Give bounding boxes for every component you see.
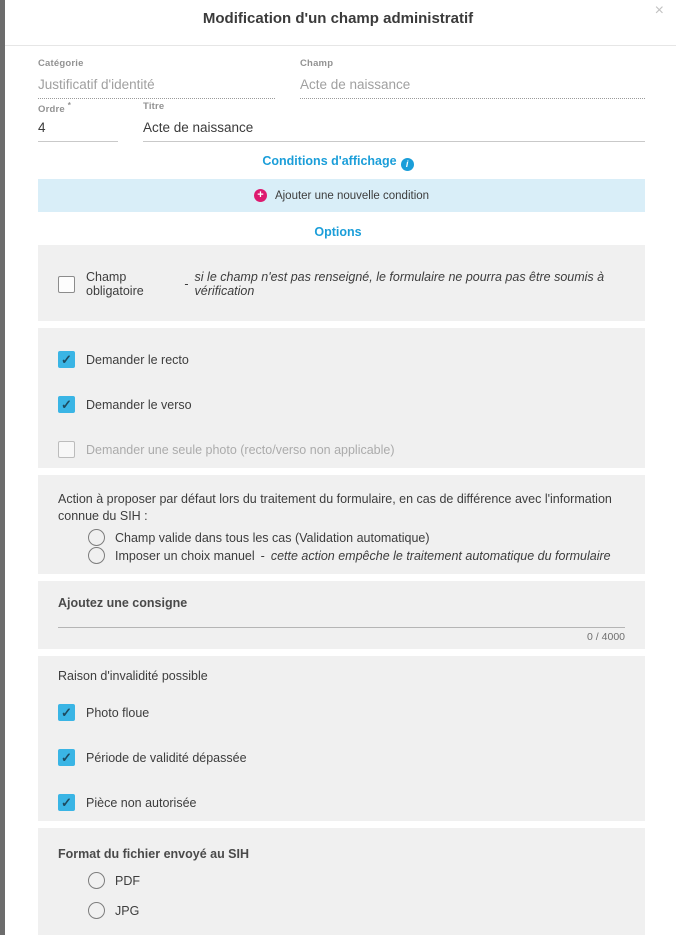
options-sections	[0, 245, 676, 935]
check-icon: ✓	[61, 705, 72, 720]
ordre-label-text: Ordre	[38, 104, 65, 116]
consigne-label: Ajoutez une consigne	[58, 596, 188, 610]
radio-label: PDF	[115, 873, 140, 888]
checkbox-checked[interactable]	[58, 351, 75, 368]
check-icon: ✓	[61, 750, 72, 765]
ordre-label	[38, 101, 118, 116]
checkbox-label: Pièce non autorisée	[86, 795, 197, 810]
checkbox-checked[interactable]	[58, 794, 75, 811]
field-row-1	[38, 58, 645, 99]
char-counter: 0 / 4000	[587, 631, 625, 643]
checkbox-label: Période de validité dépassée	[86, 750, 247, 765]
add-condition-button[interactable]	[38, 179, 645, 212]
radio-label: Imposer un choix manuel	[115, 548, 255, 563]
default-action-intro: Action à proposer par défaut lors du traitement du formulaire, en cas de différence avec l'information connue du SIH :	[58, 492, 612, 523]
radio-label: JPG	[115, 903, 140, 918]
checkbox-row-verso[interactable]	[58, 396, 625, 413]
radio-unselected[interactable]	[88, 529, 105, 546]
checkbox-row-recto[interactable]	[58, 351, 625, 368]
conditions-heading	[0, 154, 676, 168]
modal-header	[0, 0, 676, 46]
section-default-action	[38, 475, 645, 574]
section-invalid-reasons	[38, 656, 645, 821]
conditions-heading-text: Conditions d'affichage	[262, 154, 397, 168]
plus-icon: +	[254, 189, 267, 202]
field-champ	[300, 58, 645, 99]
manual-choice-hint: cette action empêche le traitement automatique du formulaire	[270, 548, 611, 563]
checkbox-label: Demander le verso	[86, 397, 192, 412]
dash-separator: -	[184, 277, 189, 291]
backdrop-strip	[0, 0, 5, 935]
categorie-label: Catégorie	[38, 58, 84, 69]
section-mandatory	[38, 245, 645, 321]
radio-unselected[interactable]	[88, 547, 105, 564]
radio-unselected[interactable]	[88, 902, 105, 919]
dash-separator: -	[260, 548, 265, 563]
check-icon: ✓	[61, 352, 72, 367]
radio-row-manual-choice[interactable]	[88, 547, 625, 564]
checkbox-row-photo-floue[interactable]	[58, 704, 625, 721]
modal-title: Modification d'un champ administratif	[202, 10, 474, 27]
checkbox-row-validite-depassee[interactable]	[58, 749, 625, 766]
info-icon[interactable]: i	[401, 158, 414, 171]
checkbox-row-single-photo	[58, 441, 625, 458]
consigne-input[interactable]	[58, 611, 625, 628]
field-categorie	[38, 58, 275, 99]
field-titre	[143, 101, 645, 142]
section-consigne	[38, 581, 645, 649]
categorie-input: Justificatif d'identité	[38, 75, 275, 99]
add-condition-label: Ajouter une nouvelle condition	[274, 189, 430, 202]
checkbox-label: Photo floue	[86, 705, 150, 720]
radio-label: Champ valide dans tous les cas (Validation automatique)	[115, 530, 430, 545]
champ-label: Champ	[300, 58, 334, 69]
checkbox-row-champ-obligatoire[interactable]	[58, 270, 625, 298]
field-ordre	[38, 101, 118, 142]
invalid-reasons-label: Raison d'invalidité possible	[58, 669, 208, 683]
field-row-2	[38, 101, 645, 142]
required-asterisk: *	[67, 101, 72, 110]
checkbox-checked[interactable]	[58, 396, 75, 413]
radio-row-auto-validation[interactable]	[88, 529, 625, 546]
section-recto-verso	[38, 328, 645, 468]
checkbox-row-piece-non-autorisee[interactable]	[58, 794, 625, 811]
checkbox-checked[interactable]	[58, 749, 75, 766]
fields-area	[0, 46, 676, 142]
check-icon: ✓	[61, 397, 72, 412]
radio-row-pdf[interactable]	[88, 872, 625, 889]
radio-row-jpg[interactable]	[88, 902, 625, 919]
checkbox-label: Demander le recto	[86, 352, 189, 367]
checkbox-checked[interactable]	[58, 704, 75, 721]
checkbox-disabled	[58, 441, 75, 458]
options-heading: Options	[314, 225, 362, 239]
ordre-input[interactable]: 4	[38, 118, 118, 142]
mandatory-hint: si le champ n'est pas renseigné, le formulaire ne pourra pas être soumis à vérification	[194, 270, 605, 298]
checkbox-label: Champ obligatoire	[86, 270, 144, 298]
titre-input[interactable]: Acte de naissance	[143, 118, 645, 142]
file-format-label: Format du fichier envoyé au SIH	[58, 847, 250, 861]
checkbox-label: Demander une seule photo (recto/verso non applicable)	[86, 442, 395, 457]
check-icon: ✓	[61, 795, 72, 810]
section-file-format	[38, 828, 645, 935]
checkbox-unchecked[interactable]	[58, 276, 75, 293]
champ-input: Acte de naissance	[300, 75, 645, 99]
close-icon[interactable]: ×	[654, 2, 664, 19]
radio-unselected[interactable]	[88, 872, 105, 889]
titre-label: Titre	[143, 101, 165, 112]
